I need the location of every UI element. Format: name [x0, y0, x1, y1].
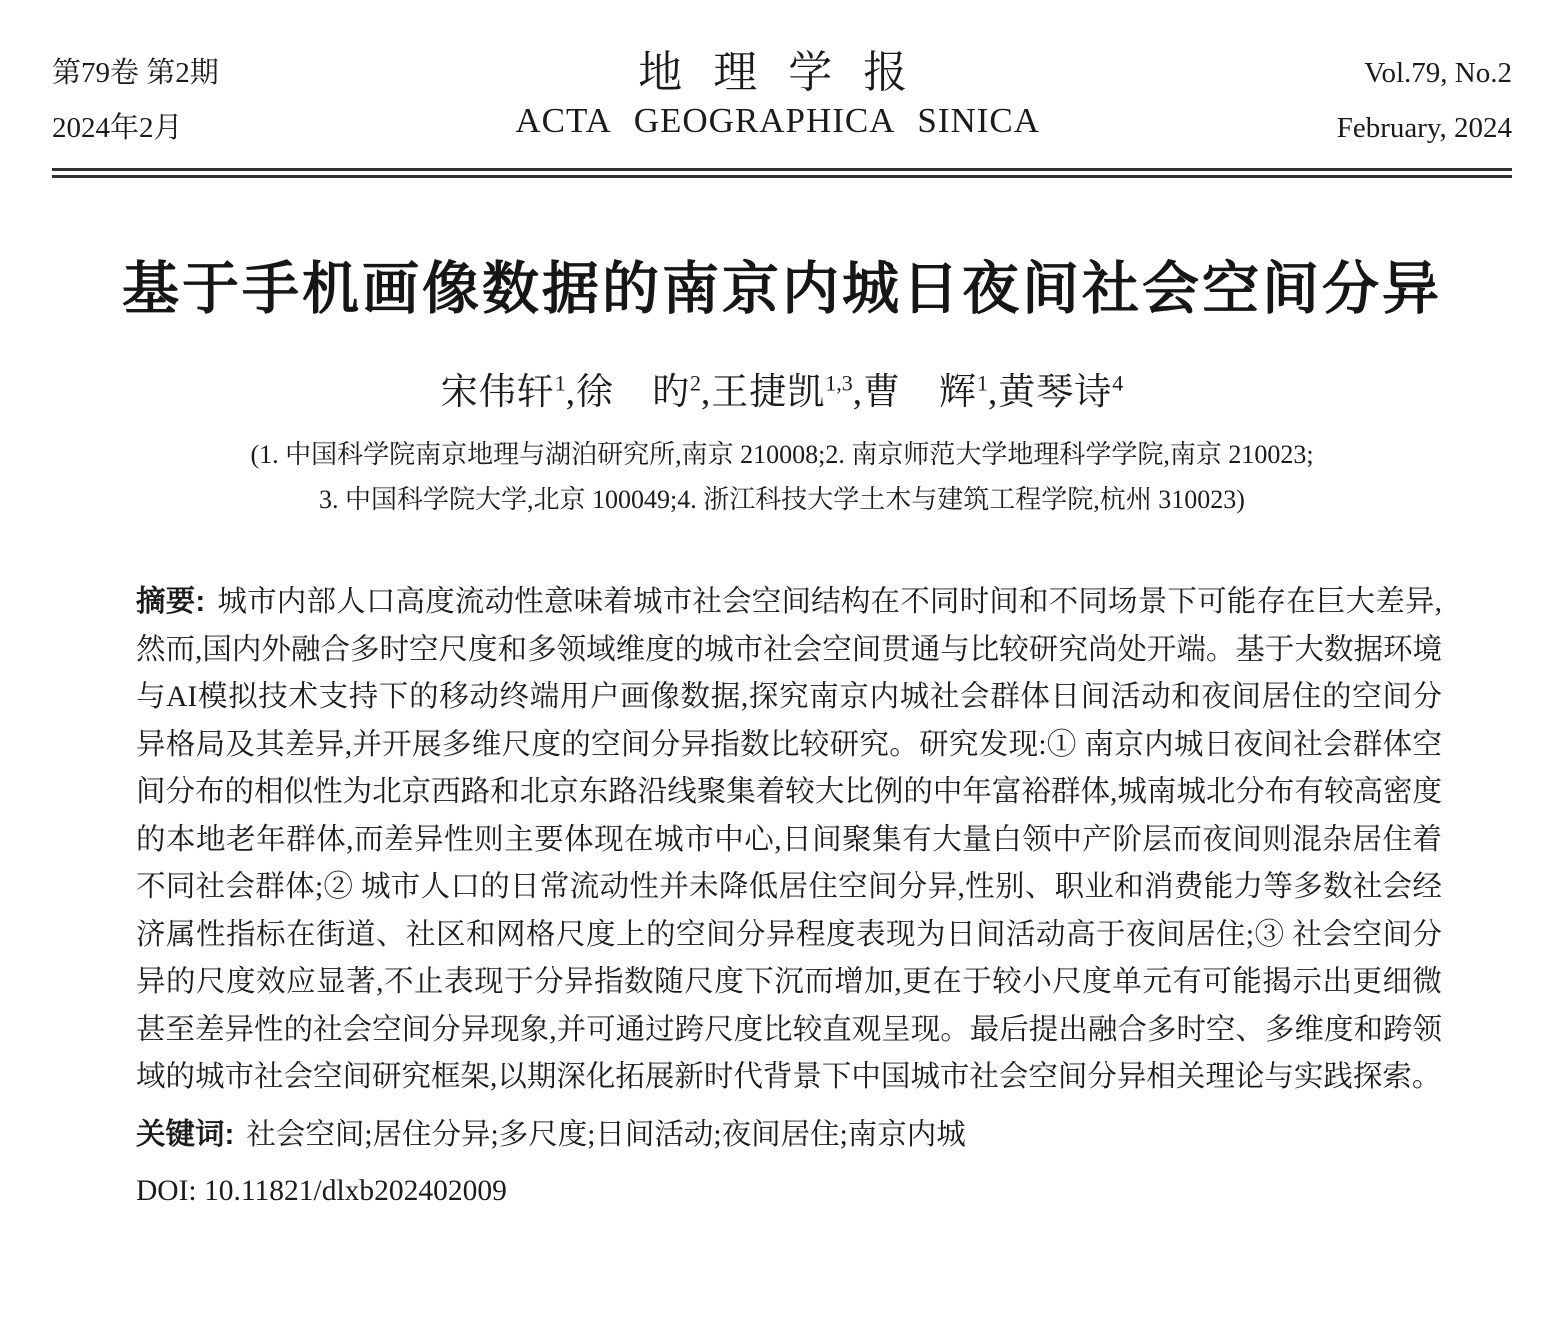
masthead-left — [52, 46, 219, 156]
author-separator: , — [988, 372, 999, 413]
publication-date-en: February, 2024 — [1336, 112, 1512, 144]
doi-line: DOI: 10.11821/dlxb202402009 — [136, 1175, 507, 1207]
volume-issue-cn: 第79卷 第2期 — [52, 57, 219, 89]
author-affiliation-superscript: 2 — [690, 370, 701, 396]
abstract-text: 城市内部人口高度流动性意味着城市社会空间结构在不同时间和不同场景下可能存在巨大差异,然而,国内外融合多时空尺度和多领域维度的城市社会空间贯通与比较研究尚处开端。基于大数据环境与AI模拟技术支持下的移动终端用户画像数据,探究南京内城社会群体日间活动和夜间居住的空间分异格局及其差异,并开展多维尺度的空间分异指数比较研究。研究发现:① 南京内城日夜间社会群体空间分布的相似性为北京西路和北京东路沿线聚集着较大比例的中年富裕群体,城南城北分布有较高密度的本地老年群体,而差异性则主要体现在城市中心,日间聚集有大量白领中产阶层而夜间则混杂居住着不同社会群体;② 城市人口的日常流动性并未降低居住空间分异,性别、职业和消费能力等多数社会经济属性指标在街道、社区和网格尺度上的空间分异程度表现为日间活动高于夜间居住;③ 社会空间分异的尺度效应显著,不止表现于分异指数随尺度下沉而增加,更在于较小尺度单元有可能揭示出更细微甚至差异性的社会空间分异现象,并可通过跨尺度比较直观呈现。最后提出融合多时空、多维度和跨领域的城市社会空间研究框架,以期深化拓展新时代背景下中国城市社会空间分异相关理论与实践探索。 — [136, 586, 1442, 1093]
affiliations — [52, 432, 1512, 522]
author-affiliation-superscript: 4 — [1112, 370, 1124, 396]
abstract-paragraph — [136, 578, 1442, 1102]
masthead-right — [1337, 46, 1512, 156]
author — [576, 372, 711, 413]
author-name: 徐 旳 — [576, 372, 690, 413]
author — [998, 372, 1123, 413]
article-title: 基于手机画像数据的南京内城日夜间社会空间分异 — [122, 257, 1442, 321]
author-affiliation-superscript: 1 — [977, 370, 988, 396]
affiliation-line: (1. 中国科学院南京地理与湖泊研究所,南京 210008;2. 南京师范大学地理科学学院,南京 210023; — [250, 440, 1314, 469]
author-name: 宋伟轩 — [440, 372, 555, 413]
keywords-text: 社会空间;居住分异;多尺度;日间活动;夜间居住;南京内城 — [246, 1118, 966, 1151]
keywords-paragraph — [136, 1111, 1442, 1160]
affiliation-line: 3. 中国科学院大学,北京 100049;4. 浙江科技大学土木与建筑工程学院,杭州 310023) — [319, 485, 1245, 514]
journal-title-en: ACTA GEOGRAPHICA SINICA — [515, 101, 1041, 140]
author-name: 曹 辉 — [863, 372, 977, 413]
keywords-label: 关键词: — [136, 1117, 235, 1151]
author — [863, 372, 998, 413]
masthead-divider — [52, 168, 1512, 178]
author — [441, 372, 576, 413]
author-affiliation-superscript: 1,3 — [825, 370, 853, 396]
author-name: 黄琴诗 — [998, 372, 1113, 413]
author — [711, 372, 863, 413]
journal-masthead — [52, 46, 1512, 156]
volume-issue-en: Vol.79, No.2 — [1364, 57, 1512, 89]
author-separator: , — [565, 372, 576, 413]
author-name: 王捷凯 — [711, 372, 826, 413]
author-separator: , — [852, 372, 863, 413]
publication-date-cn: 2024年2月 — [52, 112, 183, 144]
abstract-block — [136, 578, 1442, 1216]
masthead-center — [515, 48, 1040, 144]
abstract-label: 摘要: — [136, 585, 206, 618]
authors-line — [52, 370, 1512, 416]
author-affiliation-superscript: 1 — [554, 370, 566, 396]
journal-title-cn: 地 理 学 报 — [638, 48, 918, 97]
author-separator: , — [701, 372, 712, 413]
